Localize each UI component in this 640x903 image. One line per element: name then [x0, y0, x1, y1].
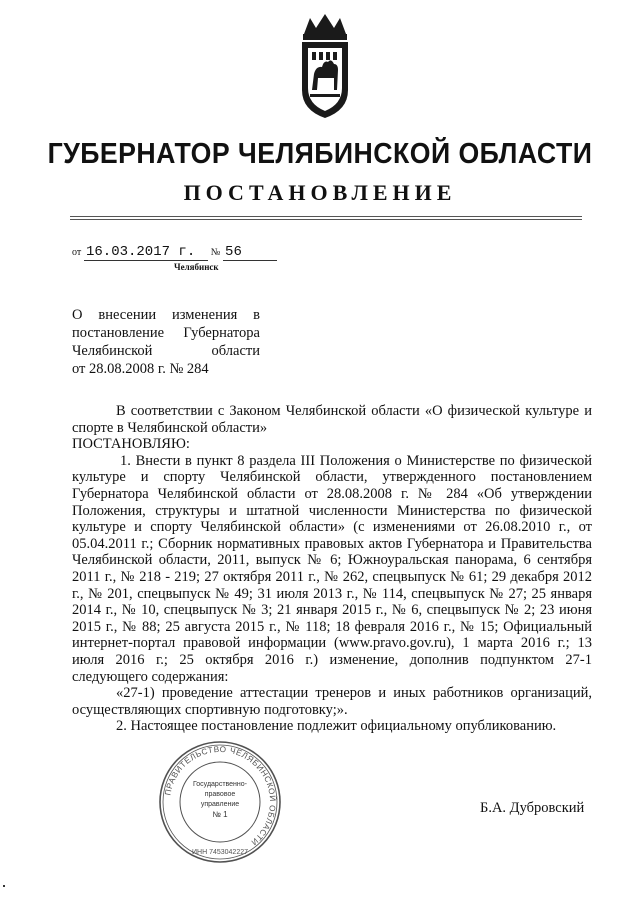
item-1-paragraph: 1. Внести в пункт 8 раздела III Положения о Министерстве по физической культуре и спорту Челябинской области, утвержденного постановлением Губернатора Челябинской области от 28.08.2008 г. № 284 «Об утверждении Положения, структуры и штатной численности Министерства по физической культуре и спорту Челябинской области» (с изменениями от 26.08.2010 г., от 05.04.2011 г.; Сборник нормативных правовых актов Губернатора и Правительства Челябинской области, 2011, выпуск № 6; Южноуральская панорама, 6 сентября 2011 г., № 218 - 219; 27 октября 2011 г., № 262, спецвыпуск № 61; 29 декабря 2012 г., № 201, спецвыпуск № 49; 31 июля 2013 г., № 114, спецвыпуск № 27; 25 января 2014 г., № 10, спецвыпуск № 3; 21 января 2015 г., № 6, спецвыпуск № 2; 23 июня 2015 г., № 88; 25 августа 2015 г., № 118; 18 февраля 2016 г., № 15; Официальный интернет-портал правовой информации (www.pravo.gov.ru), 1 марта 2016 г.; 13 июля 2016 г.; 25 октября 2016 г.) изменение, дополнив подпунктом 27-1 следующего содержания:: [72, 452, 592, 685]
seal-ring-text: ПРАВИТЕЛЬСТВО ЧЕЛЯБИНСКОЙ ОБЛАСТИ: [163, 744, 278, 848]
signatory-name: Б.А. Дубровский: [480, 800, 585, 816]
item-2-paragraph: 2. Настоящее постановление подлежит официальному опубликованию.: [116, 718, 557, 735]
document-subject: [72, 306, 260, 378]
subject-line: Челябинской области: [72, 343, 260, 359]
from-label: от: [72, 247, 82, 258]
seal-center-line: Государственно-: [192, 781, 248, 788]
official-seal-stamp: [158, 740, 282, 864]
issuer-title: ГУБЕРНАТОР ЧЕЛЯБИНСКОЙ ОБЛАСТИ: [47, 138, 593, 170]
document-date: 16.03.2017 г.: [84, 244, 208, 261]
subject-line: от 28.08.2008 г. № 284: [72, 361, 209, 377]
document-type: ПОСТАНОВЛЕНИЕ: [183, 180, 457, 205]
document-date-number: [72, 244, 277, 261]
subject-line: О внесении изменения в: [72, 307, 260, 323]
seal-center-line: правовое: [204, 791, 236, 798]
preamble-paragraph: В соответствии с Законом Челябинской области «О физической культуре и спорте в Челябинской области»: [72, 403, 592, 436]
city-name: Челябинск: [174, 262, 219, 272]
quote-paragraph: «27-1) проведение аттестации тренеров и иных работников организаций, осуществляющих спортивную подготовку;».: [72, 685, 592, 718]
divider-line: [70, 216, 582, 217]
document-number: 56: [223, 244, 277, 261]
subject-line: постановление Губернатора: [72, 325, 260, 341]
seal-inn-text: ИНН 7453042227: [191, 849, 249, 856]
seal-center-line: управление: [200, 801, 240, 808]
coat-of-arms-emblem: [290, 12, 360, 122]
resolve-heading: ПОСТАНОВЛЯЮ:: [72, 436, 190, 453]
number-label: №: [210, 247, 221, 258]
document-body: [72, 403, 592, 735]
seal-center-line: № 1: [212, 810, 228, 819]
divider-line: [70, 219, 582, 220]
page-mark: [3, 885, 5, 887]
